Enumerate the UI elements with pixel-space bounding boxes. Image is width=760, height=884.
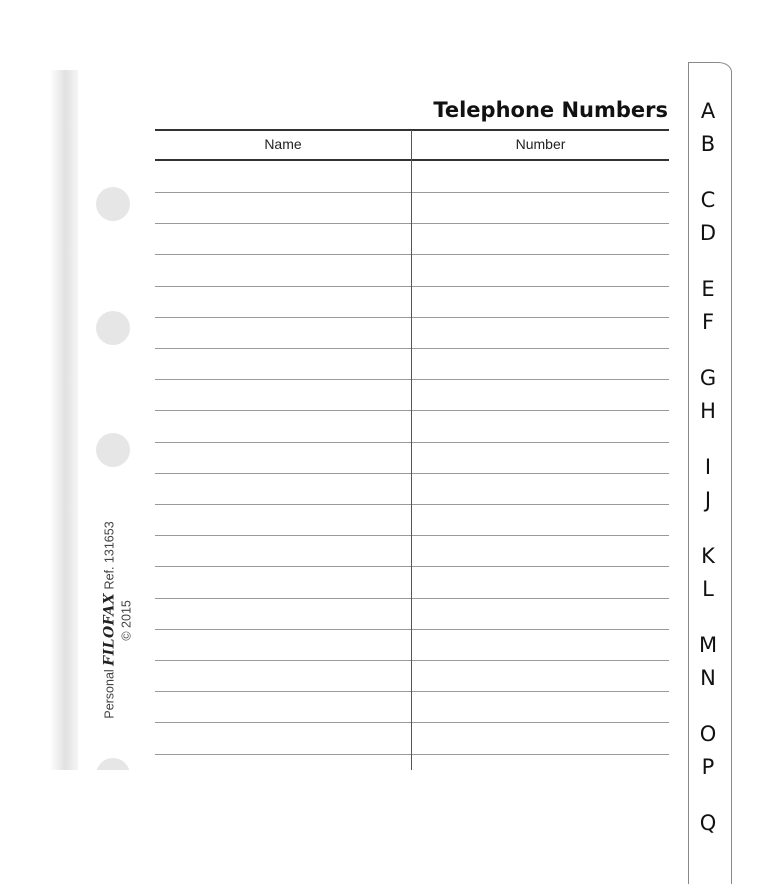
punch-hole [96,433,130,467]
row-line [155,754,669,755]
binding-shadow [50,70,78,770]
column-header-number: Number [515,136,566,152]
tab-letter-d: D [699,221,717,245]
tab-letter-h: H [700,399,716,423]
tab-letter-p: P [701,755,715,779]
imprint-format: Personal [102,669,117,719]
row-line [155,286,669,287]
row-line [155,473,669,474]
row-line [155,660,669,661]
header-bottom-rule [155,159,669,161]
row-line [155,629,669,630]
brand-logo: FILOFAX [101,592,118,666]
publisher-imprint [101,521,134,718]
page-bottom-edge [0,770,760,797]
row-line [155,442,669,443]
row-line [155,317,669,318]
tab-letter-e: E [701,277,715,301]
column-header-name: Name [264,136,302,152]
header-top-rule [155,129,669,131]
row-line [155,566,669,567]
imprint-copyright: © 2015 [118,600,133,641]
index-tabs [688,62,738,835]
tab-letter-c: C [700,188,716,212]
tab-letter-a: A [700,99,716,123]
tab-letter-q: Q [699,811,717,835]
row-line [155,192,669,193]
column-divider [411,130,412,770]
row-line [155,410,669,411]
row-line [155,504,669,505]
row-line [155,223,669,224]
tab-letter-g: G [699,366,717,390]
row-line [155,722,669,723]
row-line [155,379,669,380]
punch-hole [96,187,130,221]
row-line [155,254,669,255]
tab-letter-o: O [699,722,717,746]
row-line [155,348,669,349]
page-title: Telephone Numbers [433,98,668,122]
tab-letter-b: B [700,132,716,156]
punch-hole [96,311,130,345]
row-line [155,691,669,692]
tab-letter-n: N [700,666,716,690]
tab-letter-l: L [702,577,714,601]
row-line [155,535,669,536]
tab-letter-j: J [704,488,712,512]
tab-letter-i: I [704,455,712,479]
imprint-ref: Ref. 131653 [102,521,117,590]
index-tab[interactable] [688,62,732,172]
row-line [155,598,669,599]
tab-letter-m: M [698,633,718,657]
tab-letter-k: K [701,544,715,568]
tab-letter-f: F [701,310,715,334]
